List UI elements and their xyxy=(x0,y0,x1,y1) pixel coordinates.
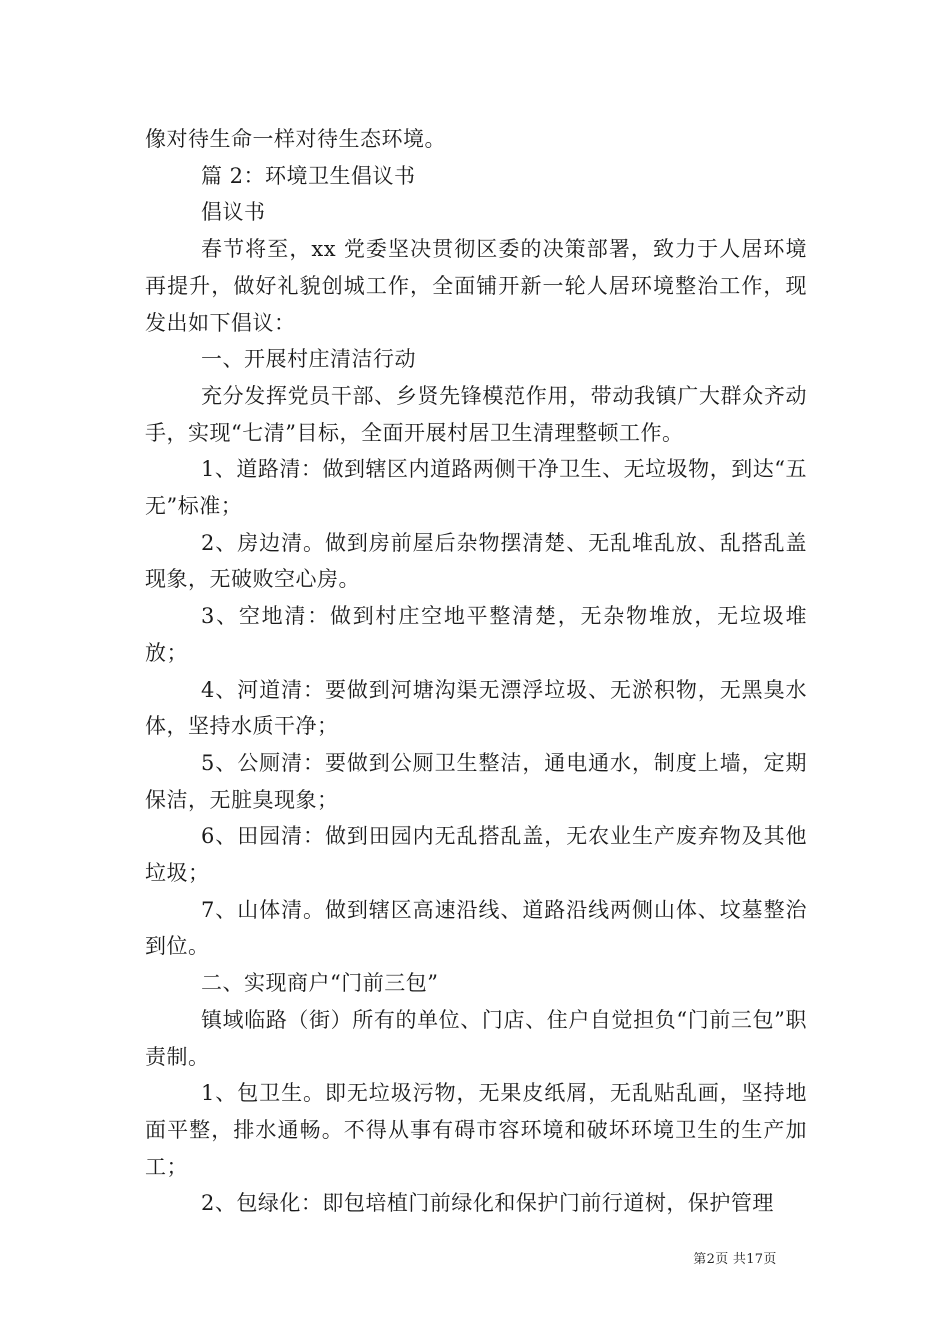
section-heading: 篇 2：环境卫生倡议书 xyxy=(201,163,416,188)
list-item: 1、包卫生。即无垃圾污物，无果皮纸屑，无乱贴乱画，坚持地面平整，排水通畅。不得从事有碍市容环境和破坏环境卫生的生产加工； xyxy=(145,1081,807,1179)
list-item: 6、田园清：做到田园内无乱搭乱盖，无农业生产废弃物及其他垃圾； xyxy=(145,824,807,886)
document-title: 倡议书 xyxy=(201,200,266,225)
list-item: 2、房边清。做到房前屋后杂物摆清楚、无乱堆乱放、乱搭乱盖现象，无破败空心房。 xyxy=(145,530,807,592)
list-item: 5、公厕清：要做到公厕卫生整洁，通电通水，制度上墙，定期保洁，无脏臭现象； xyxy=(145,750,807,812)
page-number-middle: 页 共 xyxy=(715,1252,747,1267)
list-item: 7、山体清。做到辖区高速沿线、道路沿线两侧山体、坟墓整治到位。 xyxy=(145,897,807,959)
paragraph: 像对待生命一样对待生态环境。 xyxy=(145,127,446,151)
section-heading: 一、开展村庄清洁行动 xyxy=(201,347,416,372)
list-item: 1、道路清：做到辖区内道路两侧干净卫生、无垃圾物，到达“五无”标准； xyxy=(145,457,807,519)
section-heading: 二、实现商户“门前三包” xyxy=(201,971,439,996)
paragraph: 充分发挥党员干部、乡贤先锋模范作用，带动我镇广大群众齐动手，实现“七清”目标，全面开展村居卫生清理整顿工作。 xyxy=(145,383,807,445)
list-item: 3、空地清：做到村庄空地平整清楚，无杂物堆放，无垃圾堆放； xyxy=(145,604,807,665)
total-pages-number: 17 xyxy=(746,1252,764,1267)
paragraph: 镇域临路（街）所有的单位、门店、住户自觉担负“门前三包”职责制。 xyxy=(145,1007,807,1069)
list-item: 2、包绿化：即包培植门前绿化和保护门前行道树，保护管理 xyxy=(201,1191,774,1216)
list-item: 4、河道清：要做到河塘沟渠无漂浮垃圾、无淤积物，无黑臭水体，坚持水质干净； xyxy=(145,677,807,739)
paragraph: 春节将至，xx 党委坚决贯彻区委的决策部署，致力于人居环境再提升，做好礼貌创城工作，全面铺开新一轮人居环境整治工作，现发出如下倡议： xyxy=(145,237,807,335)
current-page-number: 2 xyxy=(706,1252,716,1267)
page-number-prefix: 第 xyxy=(693,1252,707,1267)
document-body xyxy=(145,121,807,1222)
page-footer xyxy=(0,1248,950,1267)
page-number-suffix: 页 xyxy=(763,1252,777,1267)
